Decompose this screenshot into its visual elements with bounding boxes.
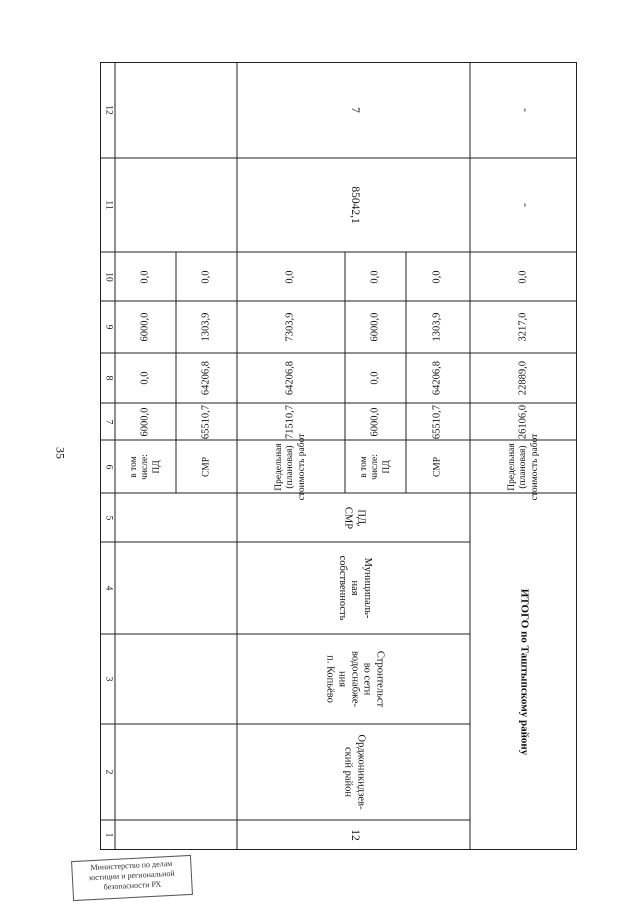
row12-line3-c9: 7303,9 <box>284 312 296 342</box>
row12-col12: 7 <box>348 107 361 113</box>
colnum-4: 4 <box>103 585 114 591</box>
row12-district: Орджоникидзев- ский район <box>342 734 367 810</box>
row12-line2-label: СМР <box>200 456 211 477</box>
row12-line3-c10: 0,0 <box>284 269 296 284</box>
row12-index: 12 <box>348 829 361 841</box>
row12-line3-c8: 64206,8 <box>284 360 296 396</box>
colnum-8: 8 <box>103 375 114 381</box>
row12-line5-c9: 1303,9 <box>431 312 443 342</box>
total-label: ИТОГО по Таштыпскому району <box>518 588 531 755</box>
total-c7: 26106,0 <box>517 404 529 439</box>
row12-line3-c7: 71510,7 <box>284 404 296 439</box>
total-c9: 3217,0 <box>517 312 529 342</box>
row12-line4-c10: 0,0 <box>369 269 381 284</box>
row12-stage: ПД, СМР <box>342 506 367 529</box>
total-line-label: Предельная (плановая) стоимость работ <box>506 433 540 500</box>
row12-line1-c7: 6000,0 <box>139 407 151 436</box>
total-c12: - <box>518 108 531 112</box>
row12-line4-c9: 6000,0 <box>369 312 381 342</box>
row12-line2-c8: 64206,8 <box>200 360 212 396</box>
row12-line3-label: Предельная (плановая) стоимость работ <box>273 433 307 500</box>
page-number: 35 <box>53 447 68 459</box>
total-c8: 22889,0 <box>517 360 529 396</box>
row12-object: Строительст во сети водоснабже- ния п. Копьёво <box>323 650 385 708</box>
row12-col11: 85042,1 <box>348 186 361 224</box>
row12-line2-c10: 0,0 <box>200 269 212 284</box>
row12-line5-label: СМР <box>432 456 443 477</box>
rotated-table <box>100 62 577 850</box>
row12-line4-c8: 0,0 <box>369 371 381 385</box>
colnum-12: 12 <box>103 105 114 115</box>
colnum-2: 2 <box>103 769 114 775</box>
colnum-6: 6 <box>103 464 114 469</box>
row12-line4-label: в том числе: ПД <box>358 453 392 480</box>
colnum-7: 7 <box>103 419 114 424</box>
colnum-3: 3 <box>103 676 114 682</box>
registry-stamp: Министерство по делам юстиции и региональной безопасности РХ <box>71 855 193 901</box>
row12-line5-c8: 64206,8 <box>431 360 443 396</box>
total-c10: 0,0 <box>517 269 529 284</box>
row12-line2-c7: 65510,7 <box>200 404 212 439</box>
colnum-5: 5 <box>103 515 114 520</box>
row12-line1-c9: 6000,0 <box>139 312 151 342</box>
row12-line1-label: в том числе: ПД <box>128 453 162 480</box>
row12-line5-c7: 65510,7 <box>431 404 443 439</box>
row12-ownership: Муниципаль- ная собственность <box>336 555 373 621</box>
row12-line2-c9: 1303,9 <box>200 312 212 342</box>
colnum-9: 9 <box>103 324 114 330</box>
total-c11: - <box>518 203 531 207</box>
colnum-11: 11 <box>103 200 114 210</box>
colnum-1: 1 <box>103 832 114 838</box>
row12-line1-c10: 0,0 <box>139 269 151 284</box>
row12-line1-c8: 0,0 <box>139 371 151 385</box>
colnum-10: 10 <box>103 271 114 282</box>
row12-line5-c10: 0,0 <box>431 269 443 284</box>
row12-line4-c7: 6000,0 <box>369 407 381 436</box>
